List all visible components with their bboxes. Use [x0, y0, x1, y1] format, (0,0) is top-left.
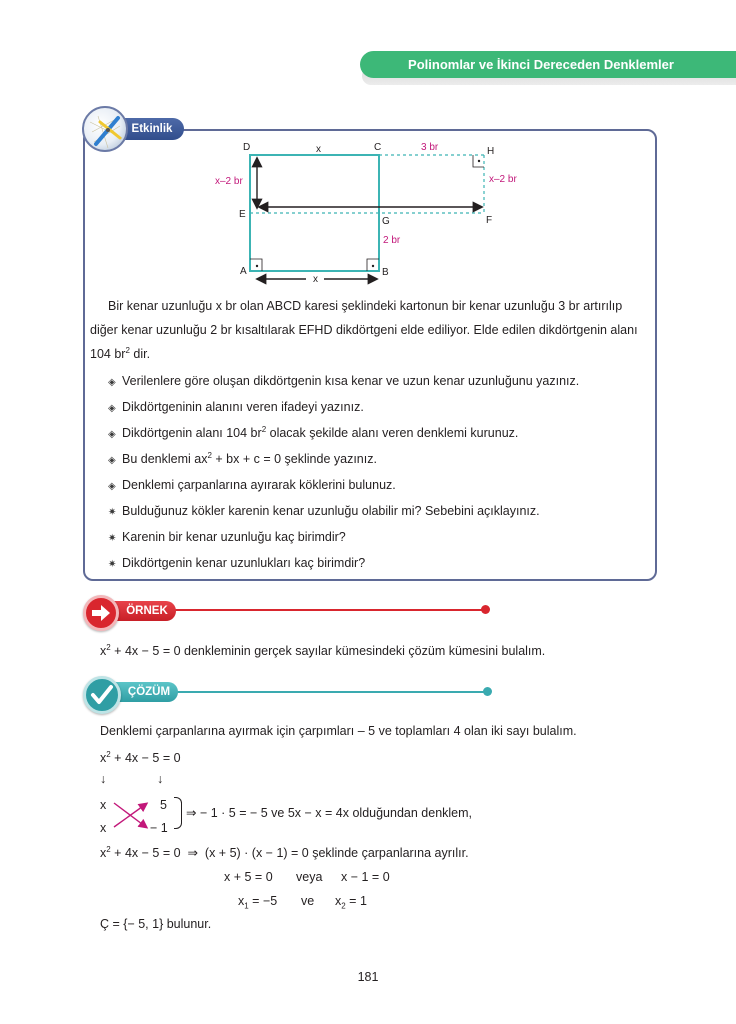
- down-arrow-icon: ↓: [100, 772, 107, 786]
- cross-left-top: x: [100, 798, 107, 812]
- point-d: D: [243, 142, 251, 153]
- diamond-bullet-icon: ◈: [108, 403, 116, 414]
- point-h: H: [487, 146, 495, 157]
- point-c: C: [374, 142, 382, 153]
- activity-item: ◈ Dikdörtgenin alanı 104 $br^2$ olacak şekilde alanı veren denklemi kurunuz.: [108, 424, 518, 442]
- example-badge-label: ÖRNEK: [126, 605, 168, 617]
- activity-item: ◈ Bu denklemi $ax^2$ + bx + c = 0 şeklinde yazınız.: [108, 450, 377, 468]
- example-text: $x^2 + 4x - 5 = 0$ denkleminin gerçek sayılar kümesindeki çözüm kümesini bulalım.: [100, 643, 546, 658]
- root-x2: $x_2 = 1$: [335, 894, 367, 911]
- compass-icon: [82, 106, 128, 152]
- point-g: G: [382, 216, 390, 227]
- down-arrow-icon: ↓: [157, 772, 164, 786]
- right-brace: [174, 797, 182, 829]
- cross-right-bottom: − 1: [150, 821, 168, 835]
- example-divider-dot: [481, 605, 490, 614]
- cross-result: ⇒ − 1 · 5 = − 5 ve 5x − x = 4x olduğundan denklem,: [186, 806, 473, 820]
- point-f: F: [486, 215, 493, 226]
- activity-item: ✷ Bulduğunuz kökler karenin kenar uzunluğu olabilir mi? Sebebini açıklayınız.: [108, 502, 540, 520]
- solution-set: Ç = {− 5, 1} bulunur.: [100, 917, 212, 931]
- star-bullet-icon: ✷: [108, 507, 117, 518]
- chapter-title-banner: [360, 51, 736, 78]
- example-divider: [170, 609, 486, 611]
- label-top-x: x: [316, 144, 321, 155]
- diamond-bullet-icon: ◈: [108, 481, 116, 492]
- diamond-bullet-icon: ◈: [108, 455, 116, 466]
- solution-intro: Denklemi çarpanlarına ayırmak için çarpımları – 5 ve toplamları 4 olan iki sayı bulalım.: [100, 724, 577, 738]
- star-bullet-icon: ✷: [108, 533, 117, 544]
- paragraph-line: 104 $br^2$ dir.: [90, 346, 151, 361]
- activity-item: ◈ Dikdörtgeninin alanını veren ifadeyi yazınız.: [108, 398, 364, 416]
- solution-divider-dot: [483, 687, 492, 696]
- label-right-x-minus-2: x–2 br: [489, 174, 517, 185]
- roots-equation-left: x + 5 = 0: [224, 870, 273, 884]
- label-2br: 2 br: [383, 235, 401, 246]
- roots-equation-right: x − 1 = 0: [341, 870, 390, 884]
- solution-divider: [176, 691, 487, 693]
- dashed-extension: [250, 155, 484, 213]
- label-3br: 3 br: [421, 142, 439, 153]
- solution-equation: $x^2 + 4x - 5 = 0$: [100, 750, 181, 765]
- root-x1: $x_1 = -5$: [238, 894, 278, 911]
- paragraph-line: diğer kenar uzunluğu 2 br kısaltılarak EFHD dikdörtgeni elde ediliyor. Elde edilen dikdörtgenin alanı: [90, 323, 638, 337]
- cross-left-bottom: x: [100, 821, 107, 835]
- point-a: A: [240, 266, 247, 277]
- paragraph-line: Bir kenar uzunluğu x br olan ABCD karesi şeklindeki kartonun bir kenar uzunluğu 3 br artırılıp: [108, 299, 623, 313]
- diamond-bullet-icon: ◈: [108, 377, 116, 388]
- chapter-title: Polinomlar ve İkinci Dereceden Denklemler: [408, 57, 674, 72]
- factored-equation: $x^2 + 4x - 5 = 0$ ⇒ (x + 5) · (x − 1) = 0 şeklinde çarpanlarına ayrılır.: [100, 845, 469, 860]
- arrow-right-icon: [83, 595, 119, 631]
- point-e: E: [239, 209, 246, 220]
- cross-multiplication-arrows-icon: [112, 799, 152, 833]
- activity-item: ✷ Karenin bir kenar uzunluğu kaç birimdir?: [108, 528, 346, 546]
- roots-and: ve: [301, 894, 315, 908]
- cross-right-top: 5: [160, 798, 167, 812]
- label-bottom-x: x: [313, 274, 318, 285]
- activity-paragraph: [90, 294, 660, 366]
- solution-badge-label: ÇÖZÜM: [127, 686, 171, 698]
- activity-badge-label: Etkinlik: [131, 123, 173, 135]
- roots-connector: veya: [296, 870, 323, 884]
- page-number: 181: [357, 970, 379, 984]
- star-bullet-icon: ✷: [108, 559, 117, 570]
- activity-item: ◈ Verilenlere göre oluşan dikdörtgenin kısa kenar ve uzun kenar uzunluğunu yazınız.: [108, 372, 579, 390]
- checkmark-icon: [83, 676, 121, 714]
- diamond-bullet-icon: ◈: [108, 429, 116, 440]
- point-b: B: [382, 267, 389, 278]
- activity-item: ◈ Denklemi çarpanlarına ayırarak köklerini bulunuz.: [108, 476, 396, 494]
- label-left-x-minus-2: x–2 br: [215, 176, 243, 187]
- activity-item: ✷ Dikdörtgenin kenar uzunlukları kaç birimdir?: [108, 554, 365, 572]
- rectangle-diagram: [200, 135, 540, 285]
